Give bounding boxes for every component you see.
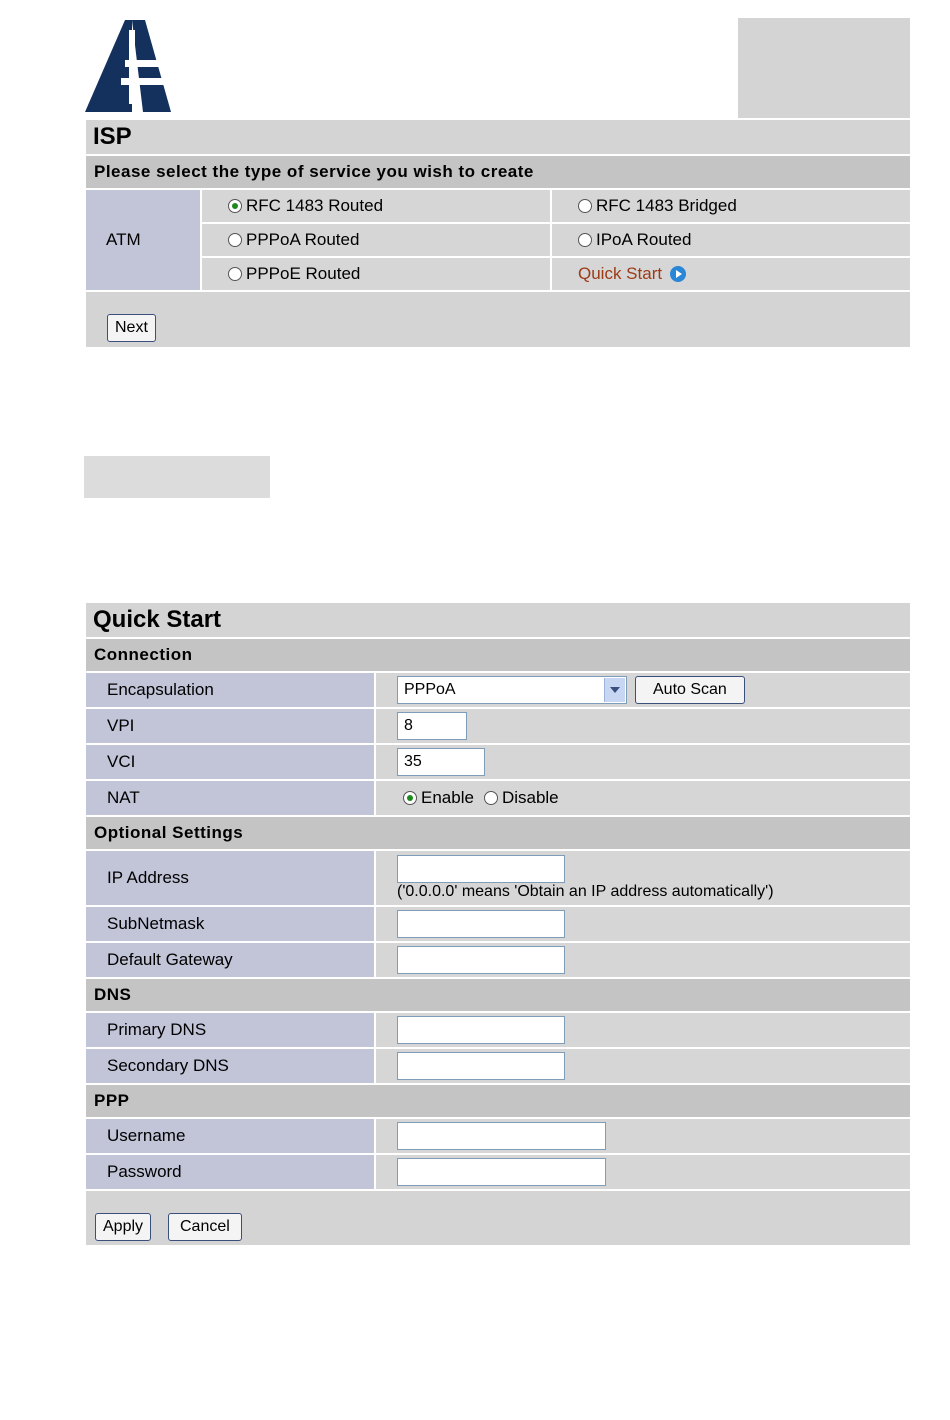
username-row bbox=[86, 1119, 910, 1155]
atm-label: ATM bbox=[86, 190, 202, 290]
option-label: PPPoE Routed bbox=[246, 264, 361, 283]
secondary-dns-row bbox=[86, 1049, 910, 1085]
radio-ipoa-routed[interactable] bbox=[578, 233, 592, 247]
username-input[interactable] bbox=[397, 1122, 606, 1150]
radio-pppoe-routed[interactable] bbox=[228, 267, 242, 281]
chevron-down-icon[interactable] bbox=[604, 678, 625, 702]
gateway-label: Default Gateway bbox=[86, 943, 376, 977]
primary-dns-label: Primary DNS bbox=[86, 1013, 376, 1047]
nat-label: NAT bbox=[86, 781, 376, 815]
encapsulation-value: PPPoA bbox=[404, 681, 456, 698]
connection-heading: Connection bbox=[86, 639, 910, 673]
vci-row bbox=[86, 745, 910, 781]
isp-title: ISP bbox=[86, 120, 910, 156]
quick-start-footer bbox=[86, 1191, 910, 1245]
option-label: PPPoA Routed bbox=[246, 230, 360, 249]
option-rfc1483-routed[interactable] bbox=[202, 190, 552, 222]
ppp-heading: PPP bbox=[86, 1085, 910, 1119]
option-label: RFC 1483 Routed bbox=[246, 196, 384, 215]
radio-rfc1483-bridged[interactable] bbox=[578, 199, 592, 213]
vpi-row bbox=[86, 709, 910, 745]
quick-start-link-label: Quick Start bbox=[578, 264, 663, 283]
nat-row bbox=[86, 781, 910, 817]
vci-input[interactable] bbox=[397, 748, 485, 776]
password-input[interactable] bbox=[397, 1158, 606, 1186]
section-placeholder-box bbox=[84, 456, 270, 498]
password-label: Password bbox=[86, 1155, 376, 1189]
radio-rfc1483-routed[interactable] bbox=[228, 199, 242, 213]
username-label: Username bbox=[86, 1119, 376, 1153]
next-button[interactable]: Next bbox=[107, 314, 156, 342]
option-pppoa-routed[interactable] bbox=[202, 224, 552, 256]
primary-dns-input[interactable] bbox=[397, 1016, 565, 1044]
radio-pppoa-routed[interactable] bbox=[228, 233, 242, 247]
option-label: RFC 1483 Bridged bbox=[596, 196, 737, 215]
ip-address-input[interactable] bbox=[397, 855, 565, 883]
encapsulation-select[interactable] bbox=[397, 676, 627, 704]
gateway-row bbox=[86, 943, 910, 979]
vpi-label: VPI bbox=[86, 709, 376, 743]
vpi-input[interactable] bbox=[397, 712, 467, 740]
dns-heading: DNS bbox=[86, 979, 910, 1013]
radio-nat-disable[interactable] bbox=[484, 791, 498, 805]
auto-scan-button[interactable]: Auto Scan bbox=[635, 676, 745, 704]
encapsulation-label: Encapsulation bbox=[86, 673, 376, 707]
quick-start-cell bbox=[552, 258, 910, 290]
gateway-input[interactable] bbox=[397, 946, 565, 974]
radio-nat-enable[interactable] bbox=[403, 791, 417, 805]
atlantis-logo-icon bbox=[85, 20, 171, 112]
vci-label: VCI bbox=[86, 745, 376, 779]
option-rfc1483-bridged[interactable] bbox=[552, 190, 910, 222]
nat-disable-label: Disable bbox=[501, 788, 559, 807]
option-pppoe-routed[interactable] bbox=[202, 258, 552, 290]
secondary-dns-label: Secondary DNS bbox=[86, 1049, 376, 1083]
cancel-button[interactable]: Cancel bbox=[168, 1213, 242, 1241]
optional-settings-heading: Optional Settings bbox=[86, 817, 910, 851]
apply-button[interactable]: Apply bbox=[95, 1213, 151, 1241]
secondary-dns-input[interactable] bbox=[397, 1052, 565, 1080]
play-circle-icon[interactable] bbox=[670, 266, 686, 282]
primary-dns-row bbox=[86, 1013, 910, 1049]
option-ipoa-routed[interactable] bbox=[552, 224, 910, 256]
isp-panel bbox=[86, 120, 910, 345]
header-placeholder-box bbox=[738, 18, 910, 118]
isp-section-heading: Please select the type of service you wish to create bbox=[86, 156, 910, 190]
quick-start-link[interactable] bbox=[578, 264, 686, 284]
subnet-input[interactable] bbox=[397, 910, 565, 938]
ip-address-hint: ('0.0.0.0' means 'Obtain an IP address automatically') bbox=[397, 883, 774, 900]
option-label: IPoA Routed bbox=[596, 230, 692, 249]
ip-address-row bbox=[86, 851, 910, 907]
subnet-row bbox=[86, 907, 910, 943]
quick-start-title: Quick Start bbox=[86, 603, 910, 639]
password-row bbox=[86, 1155, 910, 1191]
quick-start-panel bbox=[86, 603, 910, 1235]
encapsulation-row bbox=[86, 673, 910, 709]
ip-address-label: IP Address bbox=[86, 851, 376, 905]
isp-footer bbox=[86, 292, 910, 347]
subnet-label: SubNetmask bbox=[86, 907, 376, 941]
nat-enable-label: Enable bbox=[421, 788, 474, 807]
isp-options-grid bbox=[86, 190, 910, 292]
